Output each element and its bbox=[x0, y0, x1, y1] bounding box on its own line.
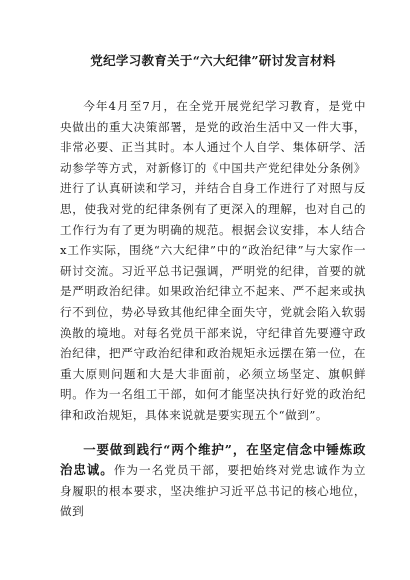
intro-paragraph: 今年4月至7月，在全党开展党纪学习教育，是党中央做出的重大决策部署，是党的政治生活中又一件大事，非常必要、正当其时。本人通过个人自学、集体研学、活动参学等方式，对新修订的《中国共产党纪律处分条例》进行了认真研读和学习，并结合自身工作进行了对照与反思，使我对党的纪律条例有了更深入的理解，也对自己的工作行为有了更为明确的规范。根据会议安排，本人结合x工作实际，围绕“六大纪律”中的“政治纪律”与大家作一研讨交流。习近平总书记强调，严明党的纪律，首要的就是严明政治纪律。如果政治纪律立不起来、严不起来或执行不到位，势必导致其他纪律全面失守，党就会陷入软弱涣散的境地。对每名党员干部来说，守纪律首先要遵守政治纪律，把严守政治纪律和政治规矩永远摆在第一位，在重大原则问题和大是大非面前，必须立场坚定、旗帜鲜明。作为一名组工干部，如何才能坚决执行好党的政治纪律和政治规矩，具体来说就是要实现五个“做到”。 bbox=[60, 99, 366, 422]
section-heading: 一要做到践行“两个维护”，在坚定信念中锤炼政治忠诚。 bbox=[60, 441, 366, 478]
document-title: 党纪学习教育关于“六大纪律”研讨发言材料 bbox=[90, 53, 336, 68]
section-paragraph bbox=[60, 440, 366, 522]
section-text: 作为一名党员干部，要把始终对党忠诚作为立身履职的根本要求，坚决维护习近平总书记的核心地位，做到 bbox=[60, 463, 366, 519]
